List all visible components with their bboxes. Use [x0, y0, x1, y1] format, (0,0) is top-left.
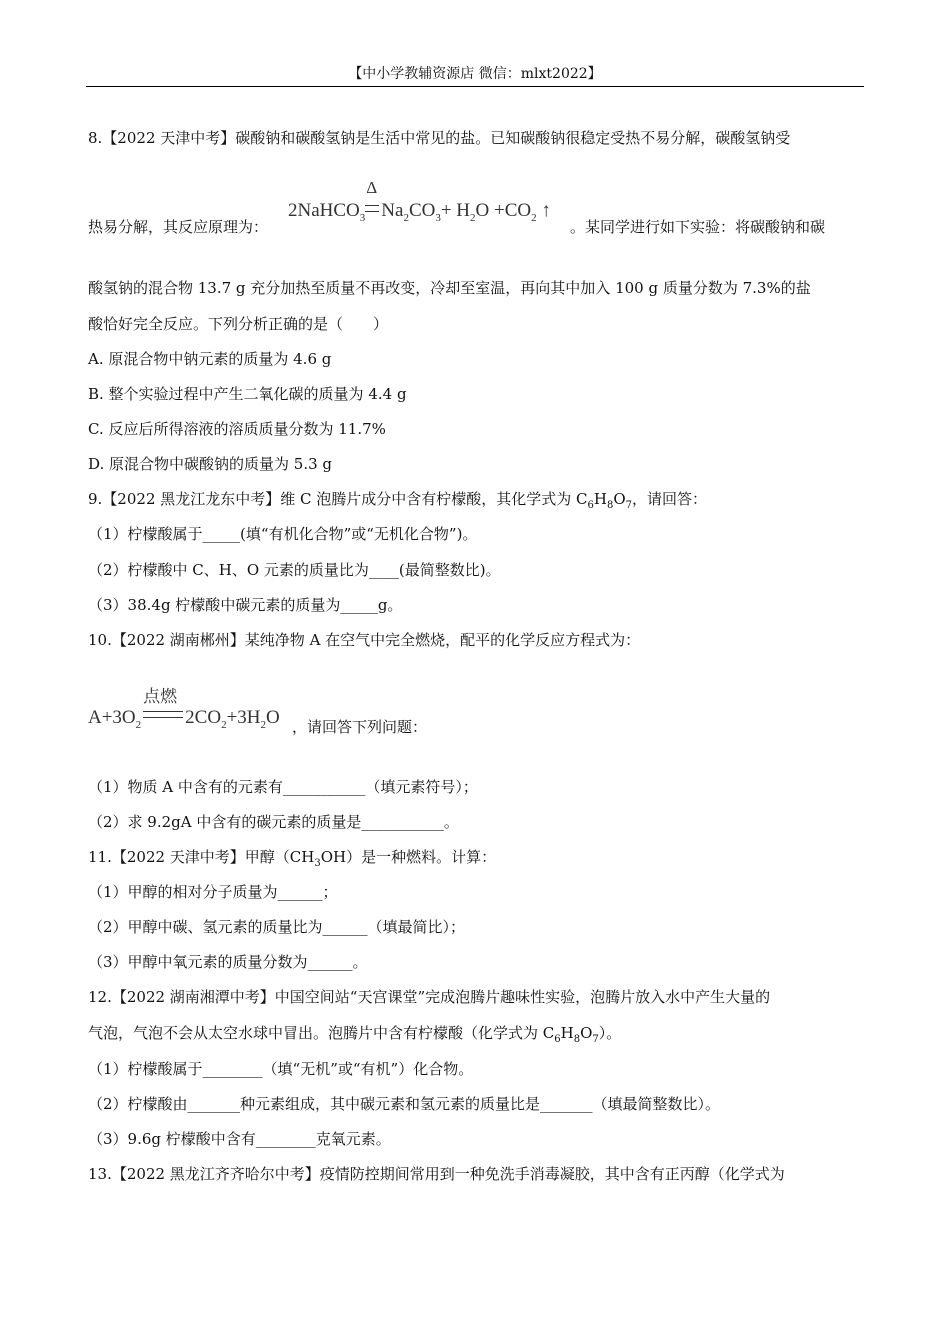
q8-line1: 8.【2022 天津中考】碳酸钠和碳酸氢钠是生活中常见的盐。已知碳酸钠很稳定受热不易分解，碳酸氢钠受 [88, 129, 791, 147]
q10-item2: （2）求 9.2gA 中含有的碳元素的质量是___________。 [88, 813, 459, 831]
q12-item2: （2）柠檬酸由_______种元素组成，其中碳元素和氢元素的质量比是_______（填最简整数比）。 [88, 1095, 721, 1113]
gas-arrow: ↑ [541, 200, 551, 221]
q8-option-b: B. 整个实验过程中产生二氧化碳的质量为 4.4 g [88, 385, 407, 403]
q10-item1: （1）物质 A 中含有的元素有___________（填元素符号）； [88, 778, 478, 796]
ignition-sign [143, 687, 183, 718]
q8-equation: 2NaHCO$_3$ Δ $Na_2CO_3+ H_2O +CO_2$ ↑ [288, 178, 551, 224]
header-rule [86, 86, 864, 87]
q11-item3: （3）甲醇中氧元素的质量分数为______。 [88, 953, 368, 971]
q11-item2: （2）甲醇中碳、氢元素的质量比为______（填最简比）； [88, 918, 466, 936]
page-header: 【中小学教辅资源店 微信：mlxt2022】 [348, 66, 602, 82]
q9-intro: 9.【2022 黑龙江龙东中考】维 C 泡腾片成分中含有柠檬酸，其化学式为 $C_6H_8O_7$，请回答： [88, 490, 708, 511]
equals-sign [365, 205, 379, 212]
q11-item1: （1）甲醇的相对分子质量为______； [88, 883, 338, 901]
q9-item2: （2）柠檬酸中 C、H、O 元素的质量比为____(最简整数比)。 [88, 561, 501, 579]
q8-option-a: A. 原混合物中钠元素的质量为 4.6 g [88, 350, 332, 368]
q8-line2-pre: 热易分解，其反应原理为： [88, 218, 269, 236]
q12-item1: （1）柠檬酸属于________（填“无机”或“有机”）化合物。 [88, 1060, 474, 1078]
q8-option-d: D. 原混合物中碳酸钠的质量为 5.3 g [88, 455, 333, 473]
q12-line2: 气泡，气泡不会从太空水球中冒出。泡腾片中含有柠檬酸（化学式为 $C_6H_8O_7$）。 [88, 1024, 622, 1045]
q10-intro: 10.【2022 湖南郴州】某纯净物 A 在空气中完全燃烧，配平的化学反应方程式为： [88, 631, 641, 649]
q8-eq-lhs: 2NaHCO [288, 200, 360, 221]
q12-item3: （3）9.6g 柠檬酸中含有________克氧元素。 [88, 1130, 391, 1148]
q11-intro: 11.【2022 天津中考】甲醇$(CH_3OH)$是一种燃料。计算： [88, 848, 497, 869]
heat-sign [365, 178, 381, 222]
q8-line4: 酸恰好完全反应。下列分析正确的是（ ） [88, 315, 389, 333]
q10-after-eq: ，请回答下列问题： [292, 718, 428, 736]
q9-item1: （1）柠檬酸属于_____(填“有机化合物”或“无机化合物”)。 [88, 525, 478, 543]
delta-symbol: Δ [366, 178, 378, 197]
q8-line3: 酸氢钠的混合物 13.7 g 充分加热至质量不再改变，冷却至室温，再向其中加入 100 g 质量分数为 7.3%的盐 [88, 279, 811, 297]
q12-line1: 12.【2022 湖南湘潭中考】中国空间站“天宫课堂”完成泡腾片趣味性实验，泡腾片放入水中产生大量的 [88, 988, 771, 1006]
q13-line1: 13.【2022 黑龙江齐齐哈尔中考】疫情防控期间常用到一种免洗手消毒凝胶，其中含有正丙醇（化学式为 [88, 1165, 785, 1183]
ignition-condition: 点燃 [143, 687, 178, 707]
q10-equation: $A+3O_2$ 点燃 $2CO_2+3H_2O$ [88, 707, 280, 731]
q8-line2-post: 。某同学进行如下实验：将碳酸钠和碳 [570, 218, 826, 236]
q9-item3: （3）38.4g 柠檬酸中碳元素的质量为_____g。 [88, 596, 403, 614]
q8-option-c: C. 反应后所得溶液的溶质质量分数为 11.7% [88, 420, 386, 438]
